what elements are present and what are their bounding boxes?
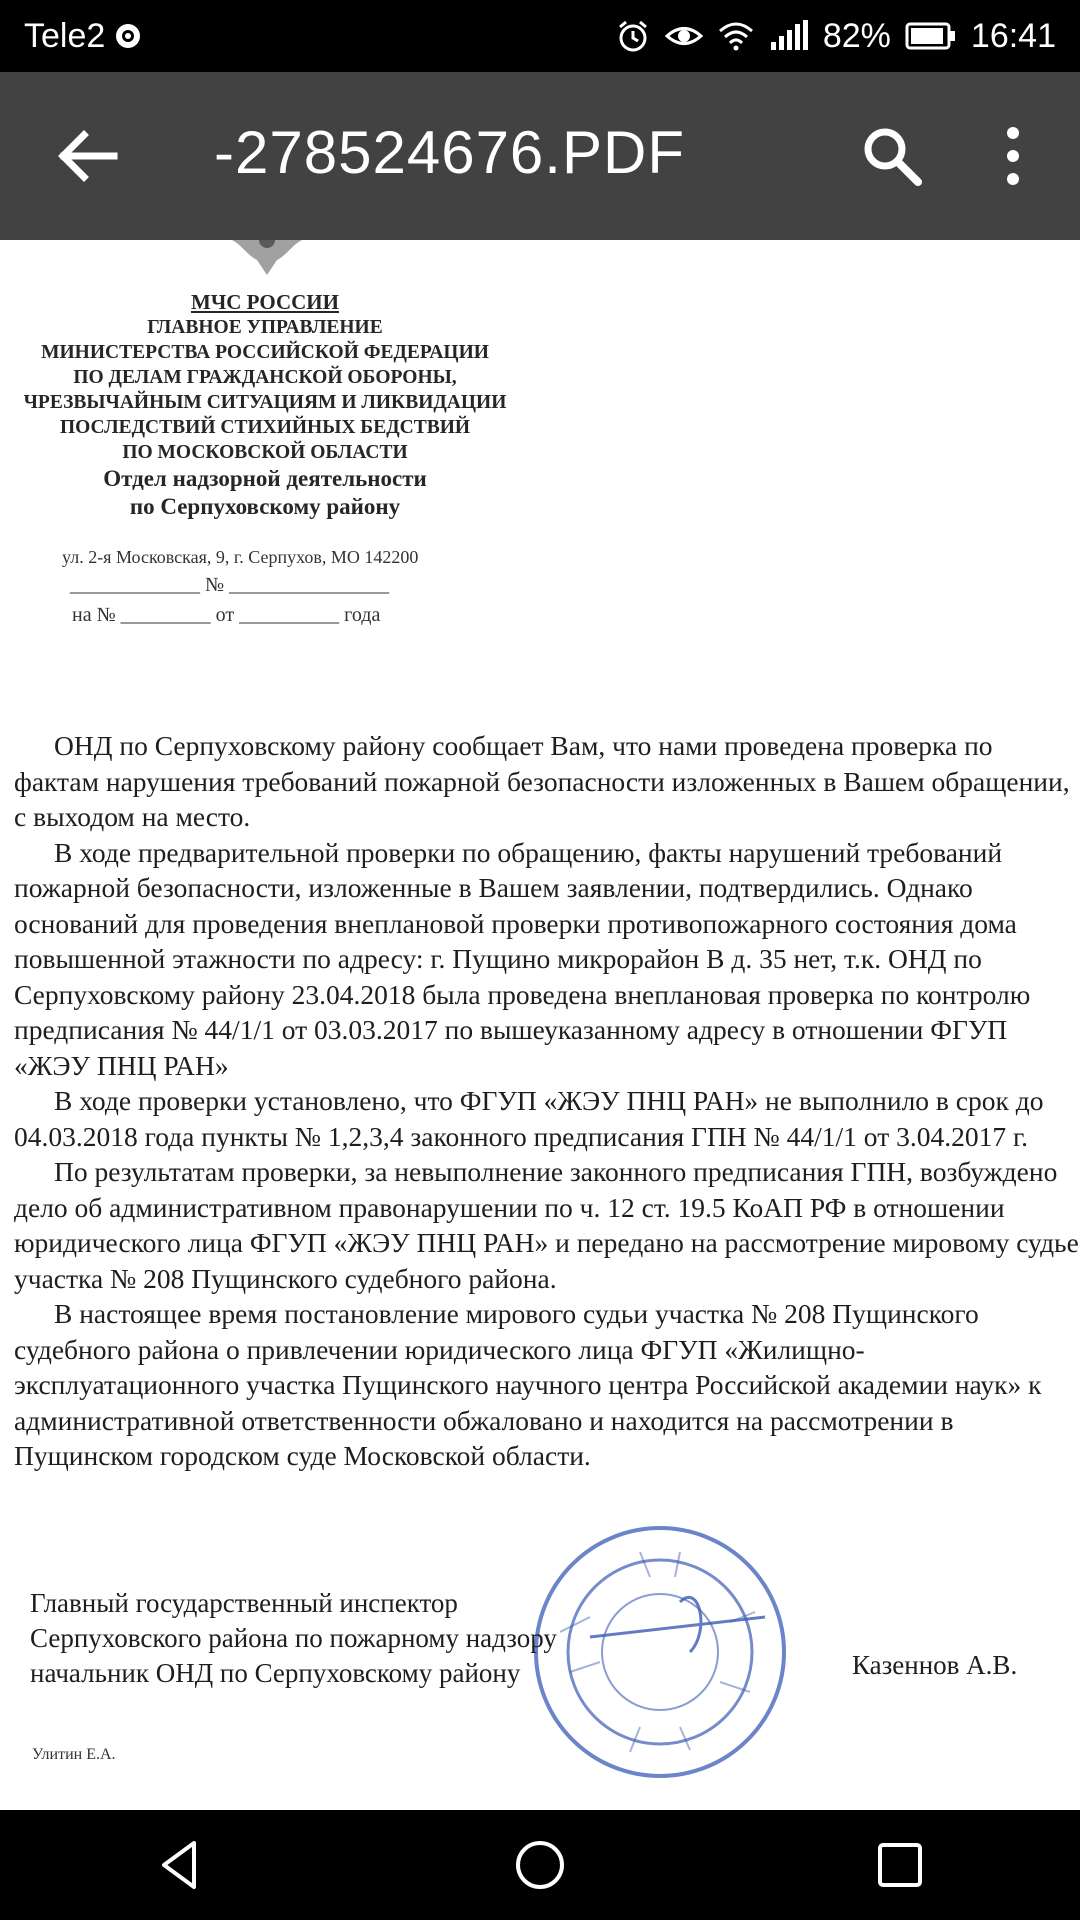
letter-body bbox=[14, 728, 1080, 1474]
signal-icon bbox=[769, 20, 809, 52]
search-button[interactable] bbox=[852, 116, 932, 196]
clock: 16:41 bbox=[970, 16, 1056, 55]
signatory-name: Казеннов А.В. bbox=[852, 1650, 1018, 1680]
nav-home-button[interactable] bbox=[485, 1810, 595, 1920]
more-vert-icon bbox=[978, 116, 1048, 196]
nav-back-button[interactable] bbox=[125, 1810, 235, 1920]
paragraph-4: По результатам проверки, за невыполнение законного предписания ГПН, возбуждено дело об административном правонарушении по ч. 12 ст. 19.5 КоАП РФ в отношении юридического лица ФГУП «ЖЭУ ПНЦ РАН» и передано на рассмотрение мировому судье участка № 208 Пущинского судебного района. bbox=[14, 1156, 1079, 1294]
signature-line-2: Серпуховского района по пожарному надзору bbox=[30, 1623, 557, 1653]
document-page[interactable] bbox=[0, 240, 1080, 1810]
header-line-6: ПОСЛЕДСТВИЙ СТИХИЙНЫХ БЕДСТВИЙ bbox=[59, 417, 471, 438]
back-button[interactable] bbox=[48, 116, 128, 196]
header-line-9: по Серпуховскому району bbox=[129, 494, 401, 519]
carrier-label: Tele2 bbox=[24, 16, 106, 55]
header-line-3: МИНИСТЕРСТВА РОССИЙСКОЙ ФЕДЕРАЦИИ bbox=[41, 342, 489, 363]
header-line-2: ГЛАВНОЕ УПРАВЛЕНИЕ bbox=[147, 317, 383, 338]
header-line-7: ПО МОСКОВСКОЙ ОБЛАСТИ bbox=[122, 442, 408, 463]
search-icon bbox=[852, 116, 932, 196]
paragraph-3: В ходе проверки установлено, что ФГУП «ЖЭУ ПНЦ РАН» не выполнило в срок до 04.03.2018 года пункты № 1,2,3,4 законного предписания ГПН № 44/1/1 от 3.04.2017 г. bbox=[14, 1085, 1044, 1152]
square-recents-icon bbox=[870, 1835, 930, 1895]
sender-address: ул. 2-я Московская, 9, г. Серпухов, МО 142200 bbox=[62, 547, 419, 567]
executor-name: Улитин Е.А. bbox=[32, 1746, 116, 1763]
paragraph-5: В настоящее время постановление мирового судьи участка № 208 Пущинского судебного района о привлечении юридического лица ФГУП «Жилищно-эксплуатационного участка Пущинского научного центра Российской академии наук» к административной ответственности обжаловано и находится на рассмотрении в Пущинском городском суде Московской области. bbox=[14, 1298, 1042, 1471]
battery-percent: 82% bbox=[822, 16, 891, 55]
alarm-icon bbox=[615, 18, 651, 54]
organization-header bbox=[10, 290, 520, 521]
nav-recents-button[interactable] bbox=[845, 1810, 955, 1920]
circle-home-icon bbox=[510, 1835, 570, 1895]
status-left bbox=[24, 17, 143, 56]
arrow-back-icon bbox=[48, 116, 128, 196]
paragraph-1: ОНД по Серпуховскому району сообщает Вам, что нами проведена проверка по фактам нарушения требований пожарной безопасности изложенных в Вашем обращении, с выходом на место. bbox=[14, 730, 1070, 832]
wifi-icon bbox=[717, 21, 755, 51]
eye-icon bbox=[665, 21, 703, 51]
triangle-back-icon bbox=[150, 1835, 210, 1895]
registration-line-1: _____________ № ________________ bbox=[70, 574, 390, 596]
navigation-bar bbox=[0, 1810, 1080, 1920]
signature-line-3: начальник ОНД по Серпуховскому району bbox=[30, 1658, 521, 1688]
more-options-button[interactable] bbox=[978, 116, 1048, 196]
app-bar bbox=[0, 72, 1080, 240]
paragraph-2: В ходе предварительной проверки по обращению, факты нарушений требований пожарной безопасности, изложенные в Вашем заявлении, подтвердились. Однако оснований для проведения внеплановой проверки противопожарного состояния дома повышенной этажности по адресу: г. Пущино микрорайон В д. 35 нет, т.к. ОНД по Серпуховскому району 23.04.2018 была проведена внеплановая проверка по контролю предписания № 44/1/1 от 03.03.2017 по вышеуказанному адресу в отношении ФГУП «ЖЭУ ПНЦ РАН» bbox=[14, 836, 1031, 1081]
document-title: -278524676.PDF bbox=[214, 119, 685, 186]
signature-line-1: Главный государственный инспектор bbox=[30, 1588, 458, 1618]
emblem-icon bbox=[222, 240, 312, 280]
registration-line-2: на № _________ от __________ года bbox=[72, 604, 381, 626]
header-line-8: Отдел надзорной деятельности bbox=[103, 466, 427, 491]
battery-icon bbox=[905, 22, 957, 50]
header-line-1: МЧС РОССИИ bbox=[191, 290, 339, 314]
shield-icon bbox=[113, 21, 143, 51]
official-stamp-icon bbox=[530, 1522, 790, 1782]
status-right bbox=[615, 17, 1056, 56]
signature-block bbox=[30, 1586, 557, 1691]
status-bar bbox=[0, 0, 1080, 72]
header-line-4: ПО ДЕЛАМ ГРАЖДАНСКОЙ ОБОРОНЫ, bbox=[73, 367, 457, 388]
header-line-5: ЧРЕЗВЫЧАЙНЫМ СИТУАЦИЯМ И ЛИКВИДАЦИИ bbox=[23, 392, 507, 413]
